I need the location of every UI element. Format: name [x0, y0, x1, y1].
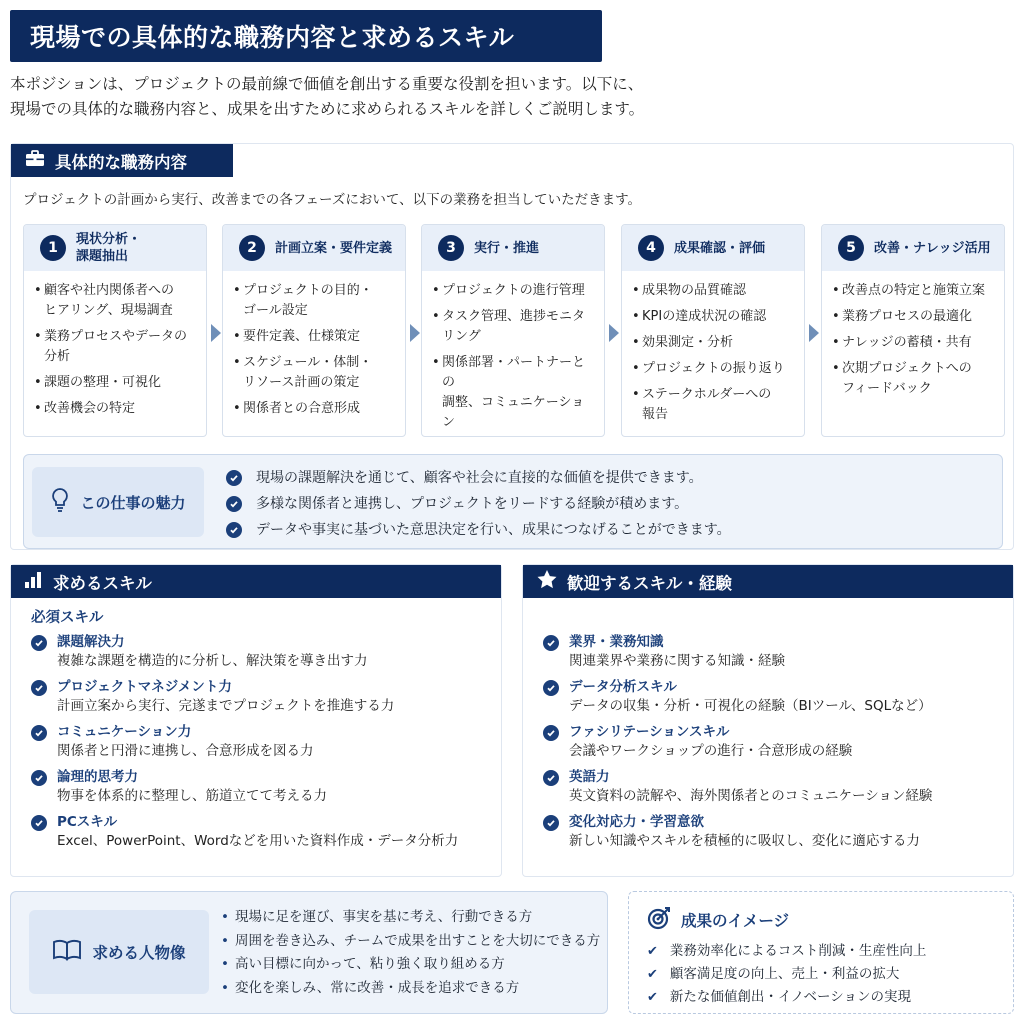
checkmark-icon: ✔: [647, 990, 658, 1005]
skill-text: [57, 768, 327, 806]
skill-name: 英語力: [569, 769, 610, 785]
phase-header: [422, 225, 604, 271]
welcome-skills-header: [523, 565, 1013, 598]
phase-title-line: 成果確認・評価: [674, 240, 766, 256]
phase-number: 5: [838, 235, 864, 261]
phase-title: [76, 231, 141, 265]
skill-text: [569, 768, 932, 806]
skill-name: プロジェクトマネジメント力: [57, 679, 232, 695]
skill-description: Excel、PowerPoint、Wordなどを用いた資料作成・データ分析力: [57, 833, 459, 849]
skill-item: [31, 633, 493, 671]
skill-item: [31, 813, 493, 851]
skill-item: [31, 678, 493, 716]
check-icon: [226, 496, 242, 512]
results-list: [647, 940, 926, 1009]
lightbulb-icon: [50, 487, 70, 517]
arrow-right-icon: [809, 324, 819, 342]
phase-task: • 改善点の特定と施策立案: [832, 281, 996, 301]
phase-title-line: 現状分析・: [76, 232, 142, 247]
skill-name: ファシリテーションスキル: [569, 724, 730, 740]
appeal-box: [23, 454, 1003, 549]
book-icon: [52, 939, 82, 965]
arrow-right-icon: [609, 324, 619, 342]
skill-text: [569, 633, 785, 671]
phase-header: [622, 225, 804, 271]
phase-task: • 業務プロセスの最適化: [832, 307, 996, 327]
phase-task: • タスク管理、進捗モニタリング: [432, 307, 596, 347]
persona-badge: [29, 910, 209, 994]
check-icon: [543, 815, 559, 831]
duties-title: 具体的な職務内容: [55, 152, 187, 172]
phase-title-line: 計画立案・要件定義: [275, 240, 393, 256]
skill-description: 物事を体系的に整理し、筋道立てて考える力: [57, 788, 327, 804]
intro-text: [10, 72, 1010, 122]
check-icon: [543, 680, 559, 696]
phase-task-list: [24, 271, 206, 419]
phase-number: 1: [40, 235, 66, 261]
check-icon: [543, 635, 559, 651]
target-icon: [647, 906, 671, 934]
phase-task: • プロジェクトの振り返り: [632, 359, 796, 379]
appeal-text: 現場の課題解決を通じて、顧客や社会に直接的な価値を提供できます。: [256, 470, 703, 486]
skill-description: 計画立案から実行、完遂までプロジェクトを推進する力: [57, 698, 395, 714]
skill-text: [569, 813, 920, 851]
skill-item: [543, 768, 1005, 806]
arrow-right-icon: [410, 324, 420, 342]
skill-name: 課題解決力: [57, 634, 125, 650]
skill-description: 会議やワークショップの進行・合意形成の経験: [569, 743, 853, 759]
skill-item: [31, 768, 493, 806]
phase-task: • スケジュール・体制・ リソース計画の策定: [233, 353, 397, 393]
skill-item: [543, 813, 1005, 851]
appeal-text: 多様な関係者と連携し、プロジェクトをリードする経験が積めます。: [256, 496, 689, 512]
persona-label: 求める人物像: [92, 944, 186, 962]
check-icon: [226, 522, 242, 538]
checkmark-icon: ✔: [647, 944, 658, 959]
persona-list: [221, 906, 600, 1000]
phase-number: 4: [638, 235, 664, 261]
persona-item: • 高い目標に向かって、粘り強く取り組める方: [221, 953, 600, 977]
check-icon: [31, 725, 47, 741]
skill-item: [543, 723, 1005, 761]
phase-title: [874, 240, 991, 257]
required-skill-list: [31, 633, 493, 858]
results-title: 成果のイメージ: [681, 912, 790, 930]
check-icon: [543, 770, 559, 786]
phase-number: 3: [438, 235, 464, 261]
phase-task: • 関係者との合意形成: [233, 399, 397, 419]
persona-item: • 周囲を巻き込み、チームで成果を出すことを大切にできる方: [221, 930, 600, 954]
phase-title: [474, 240, 539, 257]
check-icon: [31, 770, 47, 786]
check-icon: [31, 680, 47, 696]
star-icon: [537, 570, 557, 593]
check-icon: [31, 635, 47, 651]
duties-header: [11, 144, 233, 177]
required-skills-header: [11, 565, 501, 598]
required-skills-title: 求めるスキル: [53, 573, 152, 593]
persona-item: • 変化を楽しみ、常に改善・成長を追求できる方: [221, 977, 600, 1001]
intro-line: 本ポジションは、プロジェクトの最前線で価値を創出する重要な役割を担います。以下に、: [10, 75, 644, 93]
duties-lead: プロジェクトの計画から実行、改善までの各フェーズにおいて、以下の業務を担当していただきます。: [23, 192, 642, 208]
phase-task: • 改善機会の特定: [34, 399, 198, 419]
appeal-list: [226, 465, 731, 543]
skill-description: 関係者と円滑に連携し、合意形成を図る力: [57, 743, 314, 759]
phase-task: • ステークホルダーへの 報告: [632, 385, 796, 425]
results-text: 顧客満足度の向上、売上・利益の拡大: [669, 966, 900, 982]
briefcase-icon: [25, 150, 45, 171]
skill-description: データの収集・分析・可視化の経験（BIツール、SQLなど）: [569, 698, 932, 714]
skill-item: [543, 678, 1005, 716]
phase-task: • ナレッジの蓄積・共有: [832, 333, 996, 353]
phase-title: [674, 240, 765, 257]
phase-task: • プロジェクトの目的・ ゴール設定: [233, 281, 397, 321]
skill-name: PCスキル: [57, 814, 118, 830]
appeal-label: この仕事の魅力: [80, 493, 186, 512]
appeal-badge: [32, 467, 204, 537]
skill-name: データ分析スキル: [569, 679, 677, 695]
results-item: [647, 986, 926, 1009]
welcome-skill-list: [543, 633, 1005, 858]
skill-description: 関連業界や業務に関する知識・経験: [569, 653, 785, 669]
phase-header: [822, 225, 1004, 271]
phase-title-line: 改善・ナレッジ活用: [874, 240, 991, 256]
page-title: 現場での具体的な職務内容と求めるスキル: [10, 10, 602, 62]
phase-task: • 課題の整理・可視化: [34, 373, 198, 393]
check-icon: [226, 470, 242, 486]
welcome-skills-title: 歓迎するスキル・経験: [567, 573, 732, 593]
skill-text: [57, 633, 368, 671]
phase-card: [821, 224, 1005, 437]
skill-text: [57, 678, 394, 716]
duties-section: [10, 143, 1014, 550]
checkmark-icon: ✔: [647, 967, 658, 982]
phase-card: [421, 224, 605, 437]
phase-card: [23, 224, 207, 437]
required-subtitle: 必須スキル: [31, 610, 104, 626]
phase-task: • プロジェクトの進行管理: [432, 281, 596, 301]
skill-name: 業界・業務知識: [569, 634, 664, 650]
check-icon: [543, 725, 559, 741]
skill-item: [31, 723, 493, 761]
results-header: [647, 906, 789, 934]
results-item: [647, 963, 926, 986]
phase-header: [223, 225, 405, 271]
required-skills-section: [10, 564, 502, 877]
skill-name: 論理的思考力: [57, 769, 138, 785]
persona-item: • 現場に足を運び、事実を基に考え、行動できる方: [221, 906, 600, 930]
phase-task: • 業務プロセスやデータの 分析: [34, 327, 198, 367]
arrow-right-icon: [211, 324, 221, 342]
skill-name: 変化対応力・学習意欲: [569, 814, 704, 830]
skill-item: [543, 633, 1005, 671]
skill-description: 英文資料の読解や、海外関係者とのコミュニケーション経験: [569, 788, 933, 804]
appeal-text: データや事実に基づいた意思決定を行い、成果につなげることができます。: [256, 522, 731, 538]
phase-task: • 次期プロジェクトへの フィードバック: [832, 359, 996, 399]
phase-card: [621, 224, 805, 437]
phase-task-list: [422, 271, 604, 437]
phase-task: • 成果物の品質確認: [632, 281, 796, 301]
skill-description: 複雑な課題を構造的に分析し、解決策を導き出す力: [57, 653, 368, 669]
phase-header: [24, 225, 206, 271]
phase-task: • 関係部署・パートナーとの 調整、コミュニケーション: [432, 353, 596, 433]
phase-task: • 顧客や社内関係者への ヒアリング、現場調査: [34, 281, 198, 321]
appeal-item: [226, 465, 731, 491]
skill-text: [569, 723, 852, 761]
appeal-item: [226, 517, 731, 543]
skill-text: [57, 813, 458, 851]
skill-name: コミュニケーション力: [57, 724, 192, 740]
phase-card: [222, 224, 406, 437]
skill-text: [569, 678, 932, 716]
phase-title-line: 課題抽出: [76, 249, 129, 264]
phase-title-line: 実行・推進: [474, 240, 540, 256]
persona-box: [10, 891, 608, 1014]
phase-title: [275, 240, 392, 257]
check-icon: [31, 815, 47, 831]
results-box: [628, 891, 1014, 1014]
phase-task: • KPIの達成状況の確認: [632, 307, 796, 327]
phase-task-list: [822, 271, 1004, 399]
phase-number: 2: [239, 235, 265, 261]
phase-task-list: [223, 271, 405, 419]
appeal-item: [226, 491, 731, 517]
skill-description: 新しい知識やスキルを積極的に吸収し、変化に適応する力: [569, 833, 920, 849]
results-item: [647, 940, 926, 963]
results-text: 業務効率化によるコスト削減・生産性向上: [669, 943, 927, 959]
results-text: 新たな価値創出・イノベーションの実現: [669, 989, 912, 1005]
phase-task: • 効果測定・分析: [632, 333, 796, 353]
phase-task: • 要件定義、仕様策定: [233, 327, 397, 347]
intro-line: 現場での具体的な職務内容と、成果を出すために求められるスキルを詳しくご説明します。: [10, 100, 645, 118]
bar-chart-icon: [25, 572, 43, 592]
welcome-skills-section: [522, 564, 1014, 877]
phase-task-list: [622, 271, 804, 425]
skill-text: [57, 723, 314, 761]
